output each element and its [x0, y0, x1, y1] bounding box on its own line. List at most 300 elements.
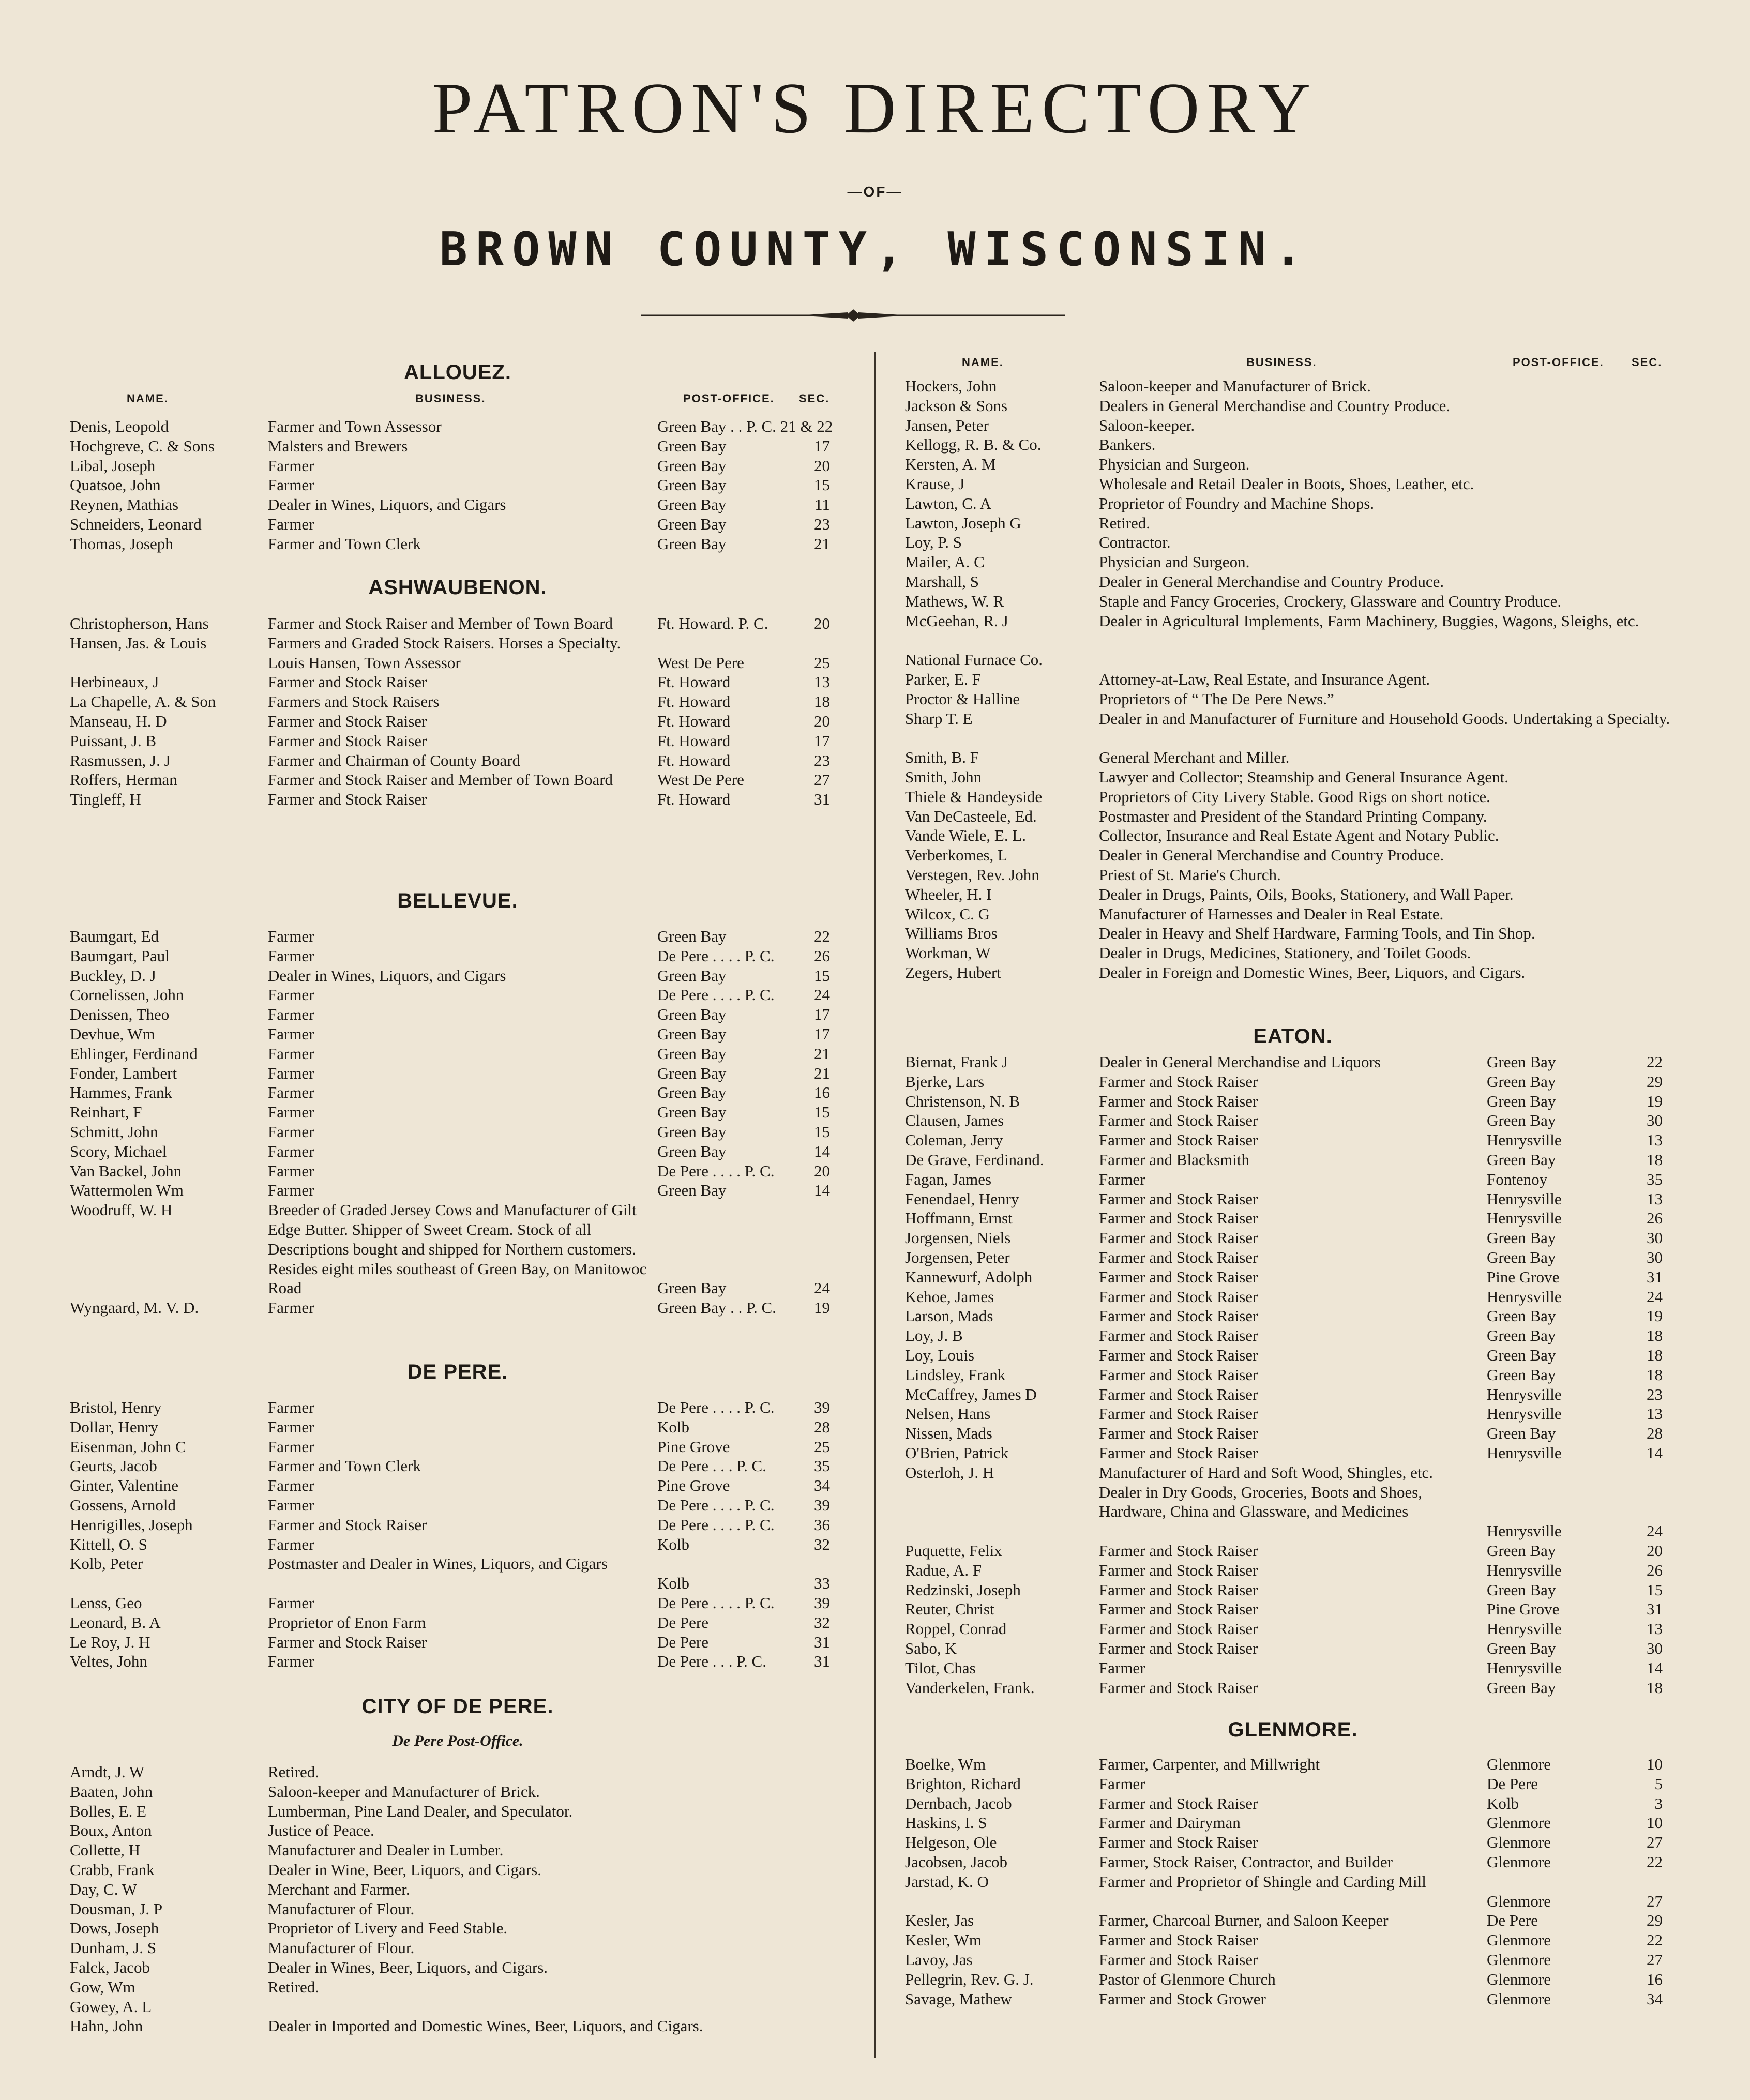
entry-section-number: 30 [1647, 1229, 1663, 1247]
directory-entry [905, 1424, 1681, 1443]
entry-business: Retired. [268, 1763, 319, 1781]
directory-entry [905, 1463, 1681, 1541]
entry-post-office: Pine Grove [1487, 1267, 1560, 1286]
entry-business: Farmer [268, 1103, 314, 1122]
entry-section-number: 35 [1647, 1170, 1663, 1188]
entry-name: Smith, John [905, 768, 982, 786]
entry-name: Fonder, Lambert [70, 1064, 177, 1082]
entry-name: Leonard, B. A [70, 1613, 161, 1631]
entry-name: National Furnace Co. [905, 651, 1043, 669]
directory-entry [70, 1142, 846, 1161]
entry-business: Farmer [268, 1496, 314, 1514]
entry-business: Postmaster and President of the Standard Printing Company. [1099, 807, 1487, 825]
directory-entry [905, 1443, 1681, 1463]
entry-section-number: 19 [1647, 1307, 1663, 1325]
entry-post-office: Green Bay [1487, 1229, 1556, 1247]
entry-name: Crabb, Frank [70, 1861, 155, 1879]
entry-business: Farmer and Stock Raiser [1099, 1404, 1258, 1423]
directory-entry [70, 712, 846, 731]
entry-name: Kesler, Wm [905, 1931, 982, 1950]
entry-business: Dealer in and Manufacturer of Furniture and Household Goods. Undertaking a Specialty. [1099, 709, 1670, 728]
directory-entry [905, 494, 1681, 513]
entry-post-office: Glenmore [1487, 1970, 1551, 1988]
entry-business: Collector, Insurance and Real Estate Agent and Notary Public. [1099, 826, 1499, 845]
entry-business: Merchant and Farmer. [268, 1880, 410, 1898]
section-title: EATON. [1253, 1025, 1333, 1048]
entry-name: Boux, Anton [70, 1821, 152, 1840]
entry-post-office: Green Bay [657, 966, 727, 985]
entry-business: Farmer and Stock Raiser [1099, 1189, 1258, 1208]
directory-entry [70, 1840, 846, 1860]
directory-entry [70, 1977, 846, 1997]
entry-name: Henrigilles, Joseph [70, 1515, 193, 1534]
entry-section-number: 22 [1647, 1053, 1663, 1071]
entry-business: Farmer and Stock Raiser [268, 1515, 427, 1534]
entry-name: Puquette, Felix [905, 1542, 1002, 1560]
entry-section-number: 17 [814, 1025, 830, 1043]
directory-entry [905, 1170, 1681, 1189]
entry-business: Farmer [1099, 1170, 1145, 1188]
entry-post-office: Green Bay [657, 1279, 727, 1297]
entry-business: Farmer [268, 1123, 314, 1141]
entry-post-office: Green Bay [657, 1123, 727, 1141]
header-sec: SEC. [1632, 356, 1663, 369]
entry-section-number: 31 [814, 1652, 830, 1671]
entry-section-number: 17 [814, 436, 830, 455]
directory-entry [70, 417, 846, 436]
entry-name: Verberkomes, L [905, 846, 1007, 865]
directory-entry [905, 1911, 1681, 1930]
entry-name: Jacobsen, Jacob [905, 1853, 1007, 1871]
entry-name: Workman, W [905, 944, 991, 962]
entry-business: Retired. [1099, 513, 1150, 532]
directory-entry [905, 1833, 1681, 1852]
entry-business: Physician and Surgeon. [1099, 455, 1250, 474]
directory-entry [905, 1287, 1681, 1307]
entry-business: Farmers and Stock Raisers [268, 692, 440, 711]
directory-entry [70, 495, 846, 515]
directory-entry [70, 1762, 846, 1782]
directory-entry [70, 1200, 846, 1298]
entry-post-office: Ft. Howard [657, 692, 731, 711]
entry-section-number: 24 [1647, 1522, 1663, 1540]
entry-business: Lawyer and Collector; Steamship and General Insurance Agent. [1099, 768, 1508, 786]
entry-business: Farmer [268, 1044, 314, 1063]
entry-section-number: 20 [814, 1161, 830, 1180]
entry-business: Farmer and Blacksmith [1099, 1151, 1249, 1169]
directory-entry [905, 865, 1681, 885]
entry-post-office: Kolb [657, 1574, 689, 1593]
entry-name: Dollar, Henry [70, 1417, 158, 1436]
entry-section-number: 28 [814, 1417, 830, 1436]
directory-entry [70, 790, 846, 809]
entry-business: Farmer [268, 1142, 314, 1160]
entry-name: Rasmussen, J. J [70, 751, 171, 769]
entry-post-office: Glenmore [1487, 1951, 1551, 1969]
directory-entry [905, 513, 1681, 533]
entry-business: Farmer [1099, 1658, 1145, 1677]
entry-section-number: 13 [814, 673, 830, 691]
entry-post-office: De Pere . . . . P. C. [657, 1496, 775, 1514]
entry-name: Boelke, Wm [905, 1755, 986, 1773]
entry-name: Jansen, Peter [905, 416, 989, 434]
entry-post-office: Glenmore [1487, 1931, 1551, 1950]
entry-business: Farmer [268, 1398, 314, 1416]
entry-section-number: 21 [814, 1044, 830, 1063]
directory-entry [905, 1248, 1681, 1267]
entry-business: Farmer [268, 1083, 314, 1102]
entry-name: Eisenman, John C [70, 1437, 186, 1456]
entry-business: Farmer and Stock Raiser [1099, 1346, 1258, 1364]
entry-business: Proprietors of City Livery Stable. Good Rigs on short notice. [1099, 787, 1490, 806]
entry-post-office: Green Bay [657, 927, 727, 945]
directory-entry [905, 1930, 1681, 1950]
directory-entry [905, 1228, 1681, 1248]
directory-entry [70, 1122, 846, 1142]
entry-section-number: 15 [1647, 1580, 1663, 1599]
entry-name: Wilcox, C. G [905, 904, 990, 923]
entry-business: Priest of St. Marie's Church. [1099, 866, 1281, 884]
entry-business: Manufacturer of Hard and Soft Wood, Shingles, etc. Dealer in Dry Goods, Groceries, Boots and Shoes, Hardware, China and Glassware, and Medicines [1099, 1463, 1434, 1521]
entry-section-number: 14 [814, 1142, 830, 1160]
directory-entry [905, 1052, 1681, 1072]
entry-business: Proprietor of Foundry and Machine Shops. [1099, 494, 1375, 512]
entry-business: Farmer and Stock Raiser [1099, 1209, 1258, 1228]
entry-business: Dealer in Foreign and Domestic Wines, Beer, Liquors, and Cigars. [1099, 963, 1526, 981]
entry-name: Denissen, Theo [70, 1005, 170, 1024]
title-connector: —OF— [847, 184, 903, 200]
entry-name: Kannewurf, Adolph [905, 1267, 1033, 1286]
entry-business: Farmer [268, 476, 314, 494]
entry-post-office: Green Bay [657, 515, 727, 533]
directory-entry [70, 1860, 846, 1880]
entry-name: Verstegen, Rev. John [905, 866, 1039, 884]
entry-business: Contractor. [1099, 533, 1171, 552]
entry-business: Farmer [268, 927, 314, 945]
entry-post-office: De Pere . . . . P. C. [657, 946, 775, 965]
entry-business: Farmer and Stock Raiser [1099, 1931, 1258, 1950]
entry-name: Vanderkelen, Frank. [905, 1678, 1035, 1697]
entry-section-number: 33 [814, 1574, 830, 1593]
entry-section-number: 21 [814, 1064, 830, 1082]
entry-section-number: 34 [1647, 1989, 1663, 2008]
directory-entry [905, 1658, 1681, 1678]
entry-post-office: Green Bay [657, 436, 727, 455]
directory-entry [70, 475, 846, 495]
directory-entry [70, 1880, 846, 1899]
entry-business: Dealer in Wines, Beer, Liquors, and Cigars. [268, 1958, 548, 1976]
entry-business: Farmer and Dairyman [1099, 1814, 1241, 1832]
section-title: ALLOUEZ. [404, 361, 511, 384]
entry-business: Farmer and Town Clerk [268, 534, 421, 553]
directory-entry [70, 1161, 846, 1181]
entry-section-number: 23 [1647, 1385, 1663, 1403]
directory-entry [905, 552, 1681, 572]
county-title: BROWN COUNTY, WISCONSIN. [439, 222, 1311, 277]
entry-name: Veltes, John [70, 1652, 147, 1671]
entry-post-office: Green Bay [657, 1181, 727, 1200]
entry-business: Farmer and Stock Raiser [1099, 1326, 1258, 1345]
entry-business: Farmer and Stock Raiser [1099, 1620, 1258, 1638]
entry-name: Gossens, Arnold [70, 1496, 176, 1514]
entry-section-number: 24 [814, 1279, 830, 1297]
entry-section-number: 31 [1647, 1600, 1663, 1619]
entry-business: Farmers and Graded Stock Raisers. Horses a Specialty. Louis Hansen, Town Assessor [268, 633, 621, 672]
entry-name: Collette, H [70, 1841, 141, 1860]
entry-name: Denis, Leopold [70, 417, 169, 435]
directory-entry [70, 770, 846, 790]
entry-post-office: West De Pere [657, 653, 744, 672]
entry-business: Farmer, Stock Raiser, Contractor, and Builder [1099, 1853, 1393, 1871]
entry-name: Le Roy, J. H [70, 1633, 150, 1651]
directory-entry [905, 396, 1681, 416]
entry-name: Tilot, Chas [905, 1658, 976, 1677]
entry-business: Physician and Surgeon. [1099, 553, 1250, 571]
entry-business: Farmer and Stock Raiser [1099, 1561, 1258, 1579]
entry-name: Van DeCasteele, Ed. [905, 807, 1037, 825]
entry-business: Farmer and Stock Raiser [1099, 1833, 1258, 1852]
header-sec: SEC. [799, 392, 830, 405]
entry-post-office: Henrysville [1487, 1561, 1562, 1579]
entry-name: Coleman, Jerry [905, 1131, 1003, 1150]
directory-entry [70, 1024, 846, 1044]
entry-name: Day, C. W [70, 1880, 138, 1898]
entry-business: Manufacturer of Harnesses and Dealer in Real Estate. [1099, 904, 1444, 923]
entry-business: Dealer in General Merchandise and Country Produce. [1099, 846, 1444, 865]
entry-name: Roppel, Conrad [905, 1620, 1007, 1638]
entry-post-office: Green Bay [1487, 1151, 1556, 1169]
entry-section-number: 28 [1647, 1424, 1663, 1443]
entry-name: Lavoy, Jas [905, 1951, 973, 1969]
entry-name: Loy, J. B [905, 1326, 963, 1345]
entry-name: Reynen, Mathias [70, 495, 179, 514]
entry-business: Farmer [268, 1417, 314, 1436]
entry-section-number: 25 [814, 653, 830, 672]
directory-entry [70, 515, 846, 534]
directory-entry [905, 1346, 1681, 1365]
entry-name: Scory, Michael [70, 1142, 167, 1160]
entry-business: Saloon-keeper. [1099, 416, 1195, 434]
entry-post-office: Ft. Howard [657, 712, 731, 730]
directory-entry [905, 455, 1681, 474]
entry-post-office: De Pere . . . . P. C. [657, 1398, 775, 1416]
entry-post-office: Green Bay [1487, 1365, 1556, 1384]
directory-entry [905, 1541, 1681, 1561]
entry-business: Farmer and Stock Raiser and Member of Town Board [268, 770, 613, 789]
directory-entry [70, 1437, 846, 1457]
entry-section-number: 32 [814, 1535, 830, 1553]
directory-entry [905, 1619, 1681, 1639]
entry-section-number: 21 [814, 534, 830, 553]
directory-entry [70, 985, 846, 1005]
entry-name: Buckley, D. J [70, 966, 156, 985]
entry-name: Gowey, A. L [70, 1997, 152, 2016]
entry-business: Farmer and Stock Raiser [1099, 1307, 1258, 1325]
entry-section-number: 22 [1647, 1853, 1663, 1871]
entry-business: Farmer [268, 1161, 314, 1180]
entry-business: Retired. [268, 1977, 319, 1996]
directory-entry [70, 1782, 846, 1802]
directory-entry [905, 1306, 1681, 1326]
entry-business: Malsters and Brewers [268, 436, 408, 455]
entry-name: Lawton, C. A [905, 494, 992, 512]
entry-section-number: 35 [814, 1457, 830, 1475]
entry-post-office: Green Bay [1487, 1580, 1556, 1599]
entry-post-office: Henrysville [1487, 1444, 1562, 1462]
entry-business: Dealer in Wines, Liquors, and Cigars [268, 966, 506, 985]
directory-entry [70, 751, 846, 770]
entry-name: Krause, J [905, 475, 965, 493]
directory-entry [70, 1899, 846, 1919]
entry-business: Dealer in Wines, Liquors, and Cigars [268, 495, 506, 514]
entry-name: Libal, Joseph [70, 456, 156, 475]
entry-name: Zegers, Hubert [905, 963, 1001, 981]
entry-post-office: De Pere . . . P. C. [657, 1652, 766, 1671]
entry-name: Hansen, Jas. & Louis [70, 633, 207, 652]
header-business: BUSINESS. [1246, 356, 1317, 369]
section-title: DE PERE. [407, 1361, 508, 1383]
entry-name: Baumgart, Ed [70, 927, 159, 945]
entry-name: Williams Bros [905, 924, 998, 943]
entry-business: Manufacturer of Flour. [268, 1899, 415, 1918]
entry-name: De Grave, Ferdinand. [905, 1151, 1044, 1169]
directory-entry [905, 416, 1681, 435]
entry-name: Mathews, W. R [905, 592, 1004, 610]
directory-entry [70, 614, 846, 633]
directory-entry [905, 611, 1681, 651]
entry-section-number: 23 [814, 515, 830, 533]
entry-name: Sabo, K [905, 1639, 957, 1657]
entry-post-office: Green Bay . . P. C. 21 & 22 [657, 417, 833, 435]
entry-section-number: 29 [1647, 1911, 1663, 1930]
entry-post-office: Glenmore [1487, 1989, 1551, 2008]
entry-section-number: 23 [814, 751, 830, 769]
entry-business: Saloon-keeper and Manufacturer of Brick. [268, 1782, 540, 1801]
entry-post-office: Ft. Howard [657, 673, 731, 691]
entry-business: Farmer and Stock Raiser [1099, 1951, 1258, 1969]
entry-name: Hoffmann, Ernst [905, 1209, 1013, 1228]
directory-entry [905, 924, 1681, 943]
entry-section-number: 20 [814, 614, 830, 632]
entry-name: Baaten, John [70, 1782, 153, 1801]
section-title: BELLEVUE. [397, 889, 518, 912]
directory-entry [70, 1958, 846, 1977]
directory-entry [70, 1181, 846, 1200]
entry-section-number: 39 [814, 1398, 830, 1416]
entry-post-office: Green Bay [657, 534, 727, 553]
entry-section-number: 27 [1647, 1833, 1663, 1852]
entry-section-number: 30 [1647, 1248, 1663, 1266]
entry-business: Farmer and Stock Raiser [1099, 1111, 1258, 1130]
entry-name: Smith, B. F [905, 748, 979, 767]
entry-section-number: 18 [1647, 1326, 1663, 1345]
entry-post-office: De Pere . . . . P. C. [657, 986, 775, 1004]
entry-name: Nelsen, Hans [905, 1404, 991, 1423]
entry-section-number: 31 [814, 1633, 830, 1651]
directory-entry [905, 826, 1681, 845]
entry-section-number: 13 [1647, 1189, 1663, 1208]
entry-business: Farmer and Stock Raiser [268, 731, 427, 750]
entry-name: Falck, Jacob [70, 1958, 150, 1976]
entry-name: Fenendael, Henry [905, 1189, 1019, 1208]
entry-name: O'Brien, Patrick [905, 1444, 1009, 1462]
entry-post-office: Ft. Howard [657, 751, 731, 769]
entry-section-number: 29 [1647, 1072, 1663, 1091]
directory-entry [905, 474, 1681, 494]
entry-business: Farmer and Stock Raiser [1099, 1600, 1258, 1619]
section-title: GLENMORE. [1228, 1718, 1358, 1741]
entry-post-office: Green Bay [1487, 1542, 1556, 1560]
directory-entry [905, 1130, 1681, 1150]
entry-section-number: 22 [1647, 1931, 1663, 1950]
entry-business: Farmer [1099, 1774, 1145, 1793]
entry-business: Farmer [268, 1005, 314, 1024]
directory-entry [70, 731, 846, 751]
directory-entry [70, 1938, 846, 1958]
entry-post-office: Henrysville [1487, 1385, 1562, 1403]
entry-post-office: Green Bay [657, 1044, 727, 1063]
directory-entry [905, 963, 1681, 983]
entry-post-office: De Pere . . . . P. C. [657, 1594, 775, 1612]
entry-post-office: Henrysville [1487, 1287, 1562, 1306]
entry-post-office: Green Bay [657, 1064, 727, 1082]
entry-post-office: Henrysville [1487, 1404, 1562, 1423]
entry-section-number: 15 [814, 1103, 830, 1122]
entry-business: Dealer in Wine, Beer, Liquors, and Cigars. [268, 1861, 541, 1879]
entry-business: Postmaster and Dealer in Wines, Liquors, and Cigars [268, 1554, 608, 1573]
entry-section-number: 39 [814, 1594, 830, 1612]
entry-business: Dealer in Imported and Domestic Wines, Beer, Liquors, and Cigars. [268, 2017, 703, 2035]
entry-section-number: 18 [1647, 1151, 1663, 1169]
entry-section-number: 27 [814, 770, 830, 789]
entry-name: Osterloh, J. H [905, 1463, 994, 1482]
entry-name: Woodruff, W. H [70, 1201, 173, 1219]
entry-name: Biernat, Frank J [905, 1053, 1008, 1071]
directory-entry [905, 1208, 1681, 1228]
section-subtitle: De Pere Post-Office. [392, 1732, 523, 1749]
directory-entry [905, 1678, 1681, 1698]
entry-section-number: 18 [1647, 1346, 1663, 1364]
entry-name: Geurts, Jacob [70, 1457, 157, 1475]
directory-entry [905, 670, 1681, 689]
directory-entry [905, 1599, 1681, 1619]
header-post-office: POST-OFFICE. [1513, 356, 1604, 369]
entry-name: La Chapelle, A. & Son [70, 692, 216, 711]
directory-entry [70, 534, 846, 554]
entry-business: Farmer and Stock Raiser and Member of Town Board [268, 614, 613, 632]
entry-name: Wyngaard, M. V. D. [70, 1298, 199, 1317]
entry-post-office: Green Bay [1487, 1307, 1556, 1325]
entry-section-number: 25 [814, 1437, 830, 1456]
header-name: NAME. [127, 392, 169, 405]
entry-name: Fagan, James [905, 1170, 992, 1188]
entry-name: Larson, Mads [905, 1307, 993, 1325]
entry-business: Farmer and Stock Raiser [268, 673, 427, 691]
directory-entry [905, 1189, 1681, 1209]
entry-section-number: 30 [1647, 1639, 1663, 1657]
entry-business: Farmer [268, 1594, 314, 1612]
entry-post-office: Fontenoy [1487, 1170, 1548, 1188]
entry-section-number: 18 [1647, 1365, 1663, 1384]
directory-entry [70, 1997, 846, 2017]
entry-post-office: Pine Grove [657, 1437, 730, 1456]
entry-business: Farmer [268, 1437, 314, 1456]
entry-section-number: 13 [1647, 1404, 1663, 1423]
entry-name: Schneiders, Leonard [70, 515, 202, 533]
entry-business: Attorney-at-Law, Real Estate, and Insurance Agent. [1099, 670, 1430, 688]
entry-business: Farmer and Stock Raiser [1099, 1248, 1258, 1266]
directory-entry [70, 1593, 846, 1613]
